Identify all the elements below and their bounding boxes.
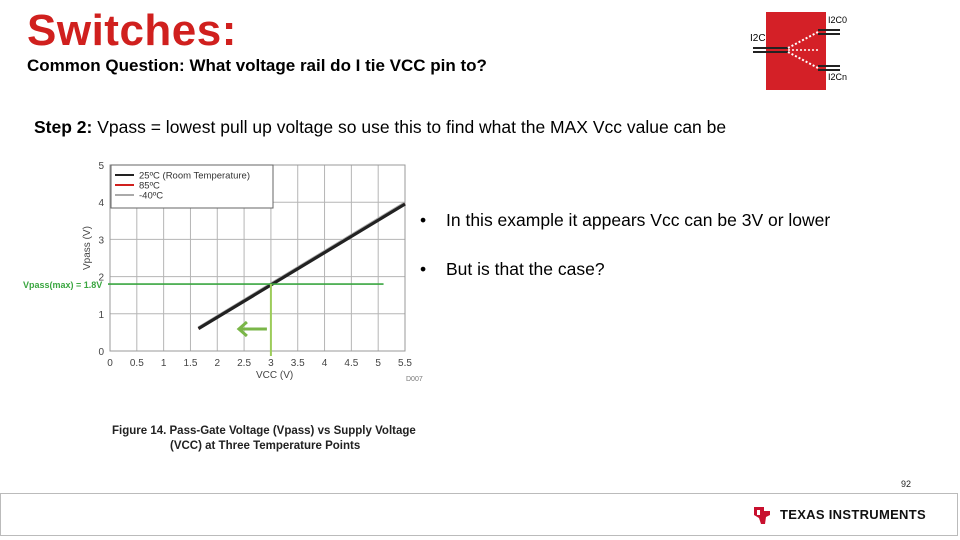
switch-output-top-label: I2C0	[828, 15, 848, 25]
step-text	[34, 117, 726, 138]
x-tick-label: 1.5	[183, 358, 198, 369]
slide-subtitle: Common Question: What voltage rail do I tie VCC pin to?	[27, 56, 487, 75]
chart-legend	[111, 165, 273, 208]
x-tick-label: 3	[268, 358, 274, 369]
x-tick-label: 1	[160, 358, 167, 369]
y-tick-label: 0	[98, 347, 104, 358]
y-tick-label: 5	[98, 161, 104, 172]
chart-ylabel: Vpass (V)	[82, 226, 93, 270]
caption-line-1: Figure 14. Pass-Gate Voltage (Vpass) vs Supply Voltage	[112, 425, 416, 437]
bullet-item: • But is that the case?	[420, 259, 605, 279]
step-body: Vpass = lowest pull up voltage so use this to find what the MAX Vcc value can be	[92, 117, 727, 137]
vpass-chart	[18, 152, 438, 457]
slide-title: Switches:	[27, 6, 237, 55]
y-tick-label: 4	[98, 198, 104, 210]
x-tick-label: 3.5	[290, 358, 305, 369]
x-tick-label: 4.5	[344, 358, 359, 369]
series-line	[199, 204, 406, 329]
bullet-item: • In this example it appears Vcc can be 3V or lower	[420, 210, 831, 230]
vpass-max-label: Vpass(max) = 1.8V	[23, 280, 103, 291]
y-tick-label: 2	[98, 272, 104, 284]
x-tick-label: 4	[321, 358, 328, 369]
x-tick-label: 5	[375, 358, 381, 369]
chart-annotation	[23, 280, 384, 356]
chart-xlabel: VCC (V)	[256, 370, 294, 381]
legend-label: 25ºC (Room Temperature)	[139, 170, 251, 182]
chart-code: D007	[406, 376, 423, 383]
bullet-text: In this example it appears Vcc can be 3V or lower	[446, 210, 831, 230]
chart-caption	[112, 424, 416, 454]
y-tick-label: 3	[98, 235, 104, 247]
caption-line-2: (VCC) at Three Temperature Points	[170, 440, 361, 452]
x-tick-label: 0.5	[129, 358, 144, 369]
legend-label: 85ºC	[139, 180, 160, 192]
x-tick-label: 2.5	[237, 358, 252, 369]
step-label: Step 2:	[34, 117, 93, 137]
page-number: 92	[901, 479, 912, 489]
switch-diagram	[748, 10, 858, 92]
legend-label: -40ºC	[139, 190, 164, 202]
bullet-text: But is that the case?	[446, 259, 605, 279]
switch-input-label: I2C	[750, 33, 766, 44]
switch-output-bottom-label: I2Cn	[828, 72, 848, 82]
ti-logo-icon	[752, 504, 774, 526]
chart-series	[199, 203, 406, 329]
x-tick-label: 5.5	[398, 358, 412, 369]
x-tick-label: 2	[214, 358, 221, 369]
y-tick-label: 1	[98, 309, 104, 321]
x-tick-label: 0	[107, 358, 113, 369]
ti-brand-text: TEXAS INSTRUMENTS	[780, 507, 926, 522]
